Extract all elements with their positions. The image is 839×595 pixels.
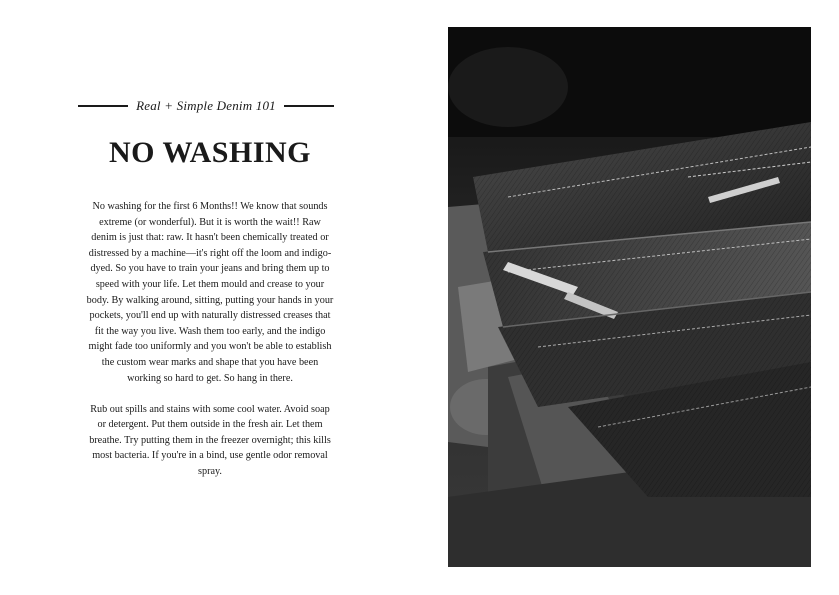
section-header (78, 98, 334, 114)
paragraph-2: Rub out spills and stains with some cool water. Avoid soap or detergent. Put them outside in the fresh air. Let them breathe. Try putting them in the freezer overnight; this kills most bacteria. If you're in a bind, use gentle odor removal spray. (89, 403, 331, 477)
denim-stack-photo (448, 27, 811, 567)
paragraph-1: No washing for the first 6 Months!! We know that sounds extreme (or wonderful). But it is worth the wait!! Raw denim is just that: raw. It hasn't been chemically treated or distressed by a machine—it's right off the loom and indigo-dyed. So you have to train your jeans and bring them up to speed with your life. Let them mould and crease to your body. By walking around, sitting, putting your hands in your pockets, you'll end up with naturally distressed creases that fit the way you live. Wash them too early, and the indigo might fade too uniformly and you won't be able to establish the custom wear marks and shape that you have been working so hard to get. So hang in there. (86, 201, 334, 384)
header-rule-right (284, 105, 334, 107)
page-title: NO WASHING (109, 136, 311, 169)
section-label: Real + Simple Denim 101 (136, 98, 276, 113)
photo-illustration (448, 27, 811, 567)
header-rule-left (78, 105, 128, 107)
body-text (86, 199, 334, 495)
